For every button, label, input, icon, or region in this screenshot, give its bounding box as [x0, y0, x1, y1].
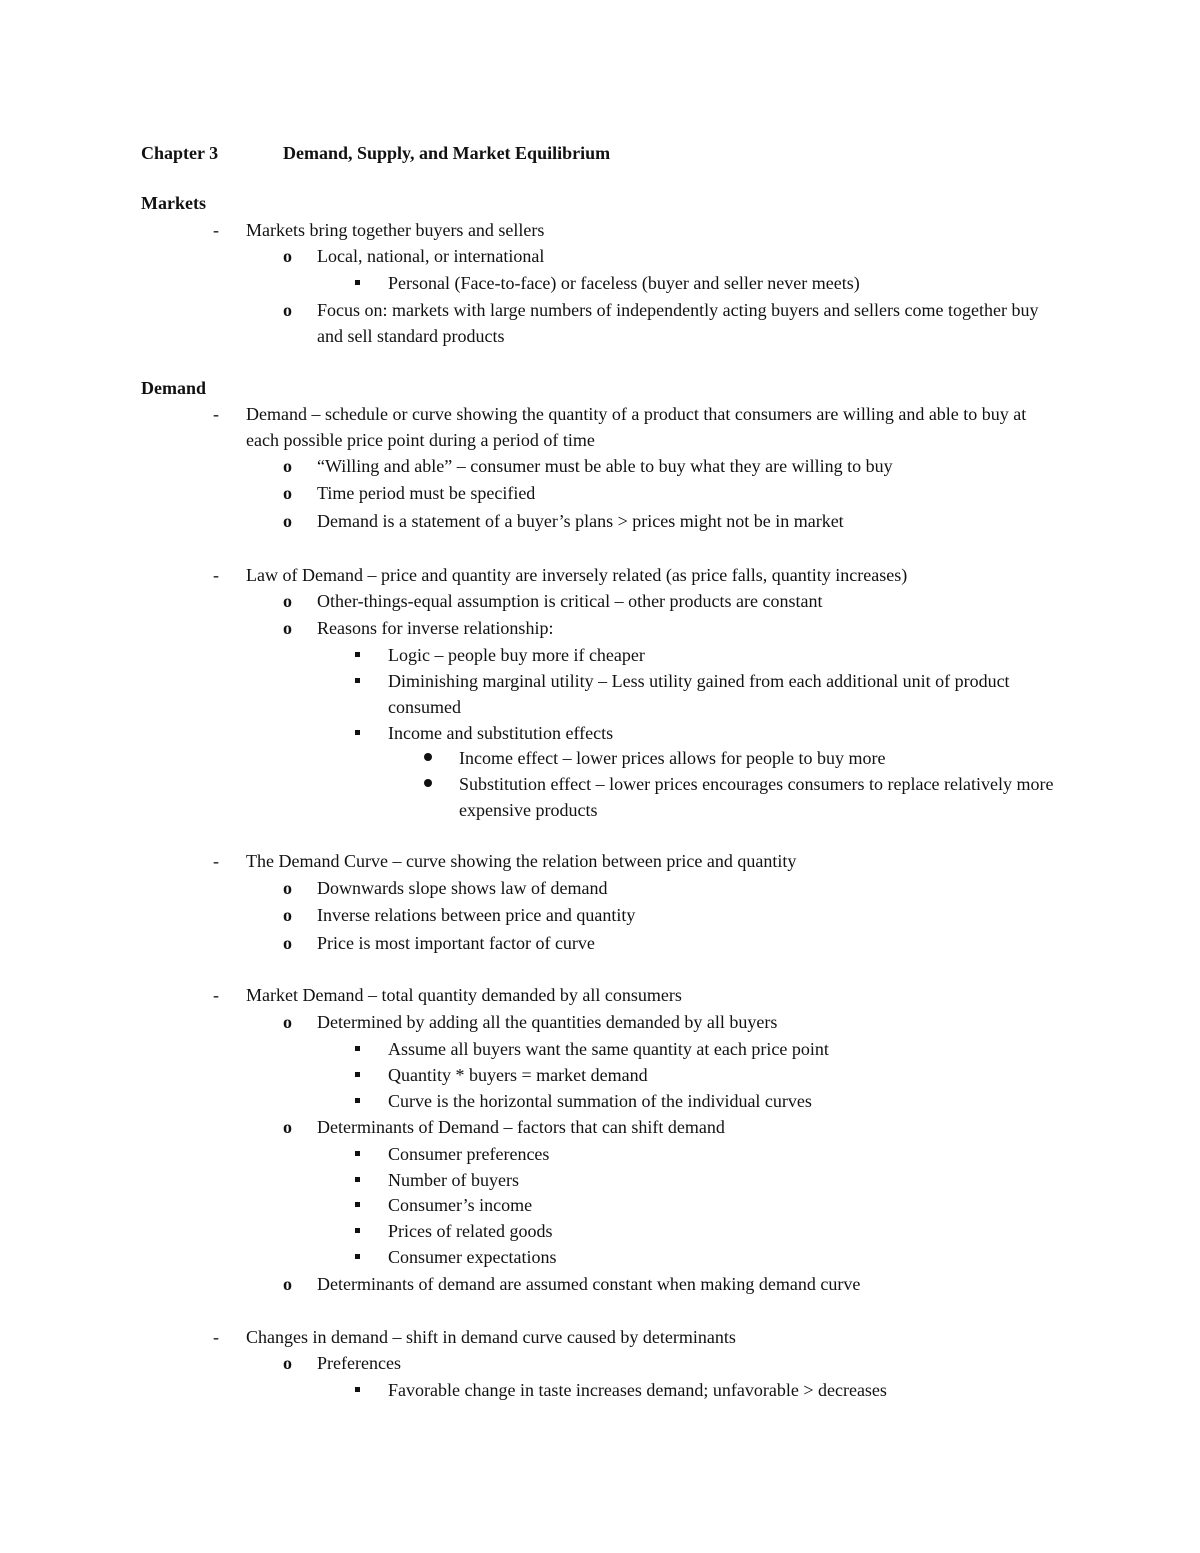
list-item: Other-things-equal assumption is critical – other products are constant	[317, 591, 823, 611]
square-bullet-icon	[355, 1254, 360, 1259]
list-item: Determined by adding all the quantities demanded by all buyers	[317, 1012, 778, 1032]
dash-bullet: -	[213, 220, 219, 240]
o-bullet: o	[283, 1012, 292, 1032]
dash-bullet: -	[213, 985, 219, 1005]
list-item: Logic – people buy more if cheaper	[388, 645, 645, 665]
list-item: Diminishing marginal utility – Less utility gained from each additional unit of product	[388, 671, 1010, 691]
list-item: Substitution effect – lower prices encourages consumers to replace relatively more	[459, 774, 1054, 794]
chapter-number: Chapter 3	[141, 143, 219, 163]
square-bullet-icon	[355, 280, 360, 285]
square-bullet-icon	[355, 678, 360, 683]
o-bullet: o	[283, 300, 292, 320]
square-bullet-icon	[355, 1046, 360, 1051]
round-bullet-icon	[424, 779, 432, 787]
dash-bullet: -	[213, 851, 219, 871]
dash-bullet: -	[213, 1327, 219, 1347]
list-item: Markets bring together buyers and sellers	[246, 220, 545, 240]
square-bullet-icon	[355, 730, 360, 735]
square-bullet-icon	[355, 1072, 360, 1077]
list-item: Reasons for inverse relationship:	[317, 618, 554, 638]
o-bullet: o	[283, 591, 292, 611]
square-bullet-icon	[355, 1151, 360, 1156]
list-item: Local, national, or international	[317, 246, 545, 266]
list-item: Price is most important factor of curve	[317, 933, 595, 953]
list-item: Law of Demand – price and quantity are inversely related (as price falls, quantity increases)	[246, 565, 908, 585]
list-item: Focus on: markets with large numbers of independently acting buyers and sellers come together buy	[317, 300, 1039, 320]
list-item: Quantity * buyers = market demand	[388, 1065, 648, 1085]
square-bullet-icon	[355, 1228, 360, 1233]
list-item: Personal (Face-to-face) or faceless (buyer and seller never meets)	[388, 273, 860, 293]
list-item: Favorable change in taste increases demand; unfavorable > decreases	[388, 1380, 887, 1400]
list-item: Determinants of demand are assumed constant when making demand curve	[317, 1274, 861, 1294]
list-item: Market Demand – total quantity demanded by all consumers	[246, 985, 682, 1005]
list-item: The Demand Curve – curve showing the relation between price and quantity	[246, 851, 797, 871]
list-item: Assume all buyers want the same quantity at each price point	[388, 1039, 829, 1059]
list-item: Inverse relations between price and quantity	[317, 905, 636, 925]
o-bullet: o	[283, 1274, 292, 1294]
list-item: Demand – schedule or curve showing the quantity of a product that consumers are willing and able to buy at	[246, 404, 1027, 424]
list-item: Consumer expectations	[388, 1247, 557, 1267]
list-item: Demand is a statement of a buyer’s plans > prices might not be in market	[317, 511, 844, 531]
section-heading-demand: Demand	[141, 378, 207, 398]
list-item: Time period must be specified	[317, 483, 536, 503]
list-item: Changes in demand – shift in demand curve caused by determinants	[246, 1327, 736, 1347]
o-bullet: o	[283, 905, 292, 925]
o-bullet: o	[283, 933, 292, 953]
square-bullet-icon	[355, 1098, 360, 1103]
o-bullet: o	[283, 511, 292, 531]
list-item-continuation: consumed	[388, 697, 461, 717]
list-item: Downwards slope shows law of demand	[317, 878, 608, 898]
list-item-continuation: and sell standard products	[317, 326, 505, 346]
square-bullet-icon	[355, 1387, 360, 1392]
round-bullet-icon	[424, 753, 432, 761]
o-bullet: o	[283, 1353, 292, 1373]
square-bullet-icon	[355, 1202, 360, 1207]
dash-bullet: -	[213, 565, 219, 585]
list-item: Consumer preferences	[388, 1144, 550, 1164]
list-item: Consumer’s income	[388, 1195, 533, 1215]
section-heading-markets: Markets	[141, 193, 206, 213]
list-item: “Willing and able” – consumer must be able to buy what they are willing to buy	[317, 456, 893, 476]
list-item: Determinants of Demand – factors that can shift demand	[317, 1117, 725, 1137]
list-item: Prices of related goods	[388, 1221, 553, 1241]
o-bullet: o	[283, 1117, 292, 1137]
o-bullet: o	[283, 483, 292, 503]
list-item-continuation: expensive products	[459, 800, 598, 820]
square-bullet-icon	[355, 1177, 360, 1182]
list-item: Preferences	[317, 1353, 401, 1373]
square-bullet-icon	[355, 652, 360, 657]
o-bullet: o	[283, 246, 292, 266]
list-item-continuation: each possible price point during a period of time	[246, 430, 595, 450]
o-bullet: o	[283, 878, 292, 898]
list-item: Number of buyers	[388, 1170, 519, 1190]
chapter-title: Demand, Supply, and Market Equilibrium	[283, 143, 611, 163]
list-item: Income and substitution effects	[388, 723, 614, 743]
list-item: Income effect – lower prices allows for people to buy more	[459, 748, 886, 768]
o-bullet: o	[283, 456, 292, 476]
o-bullet: o	[283, 618, 292, 638]
list-item: Curve is the horizontal summation of the individual curves	[388, 1091, 812, 1111]
dash-bullet: -	[213, 404, 219, 424]
